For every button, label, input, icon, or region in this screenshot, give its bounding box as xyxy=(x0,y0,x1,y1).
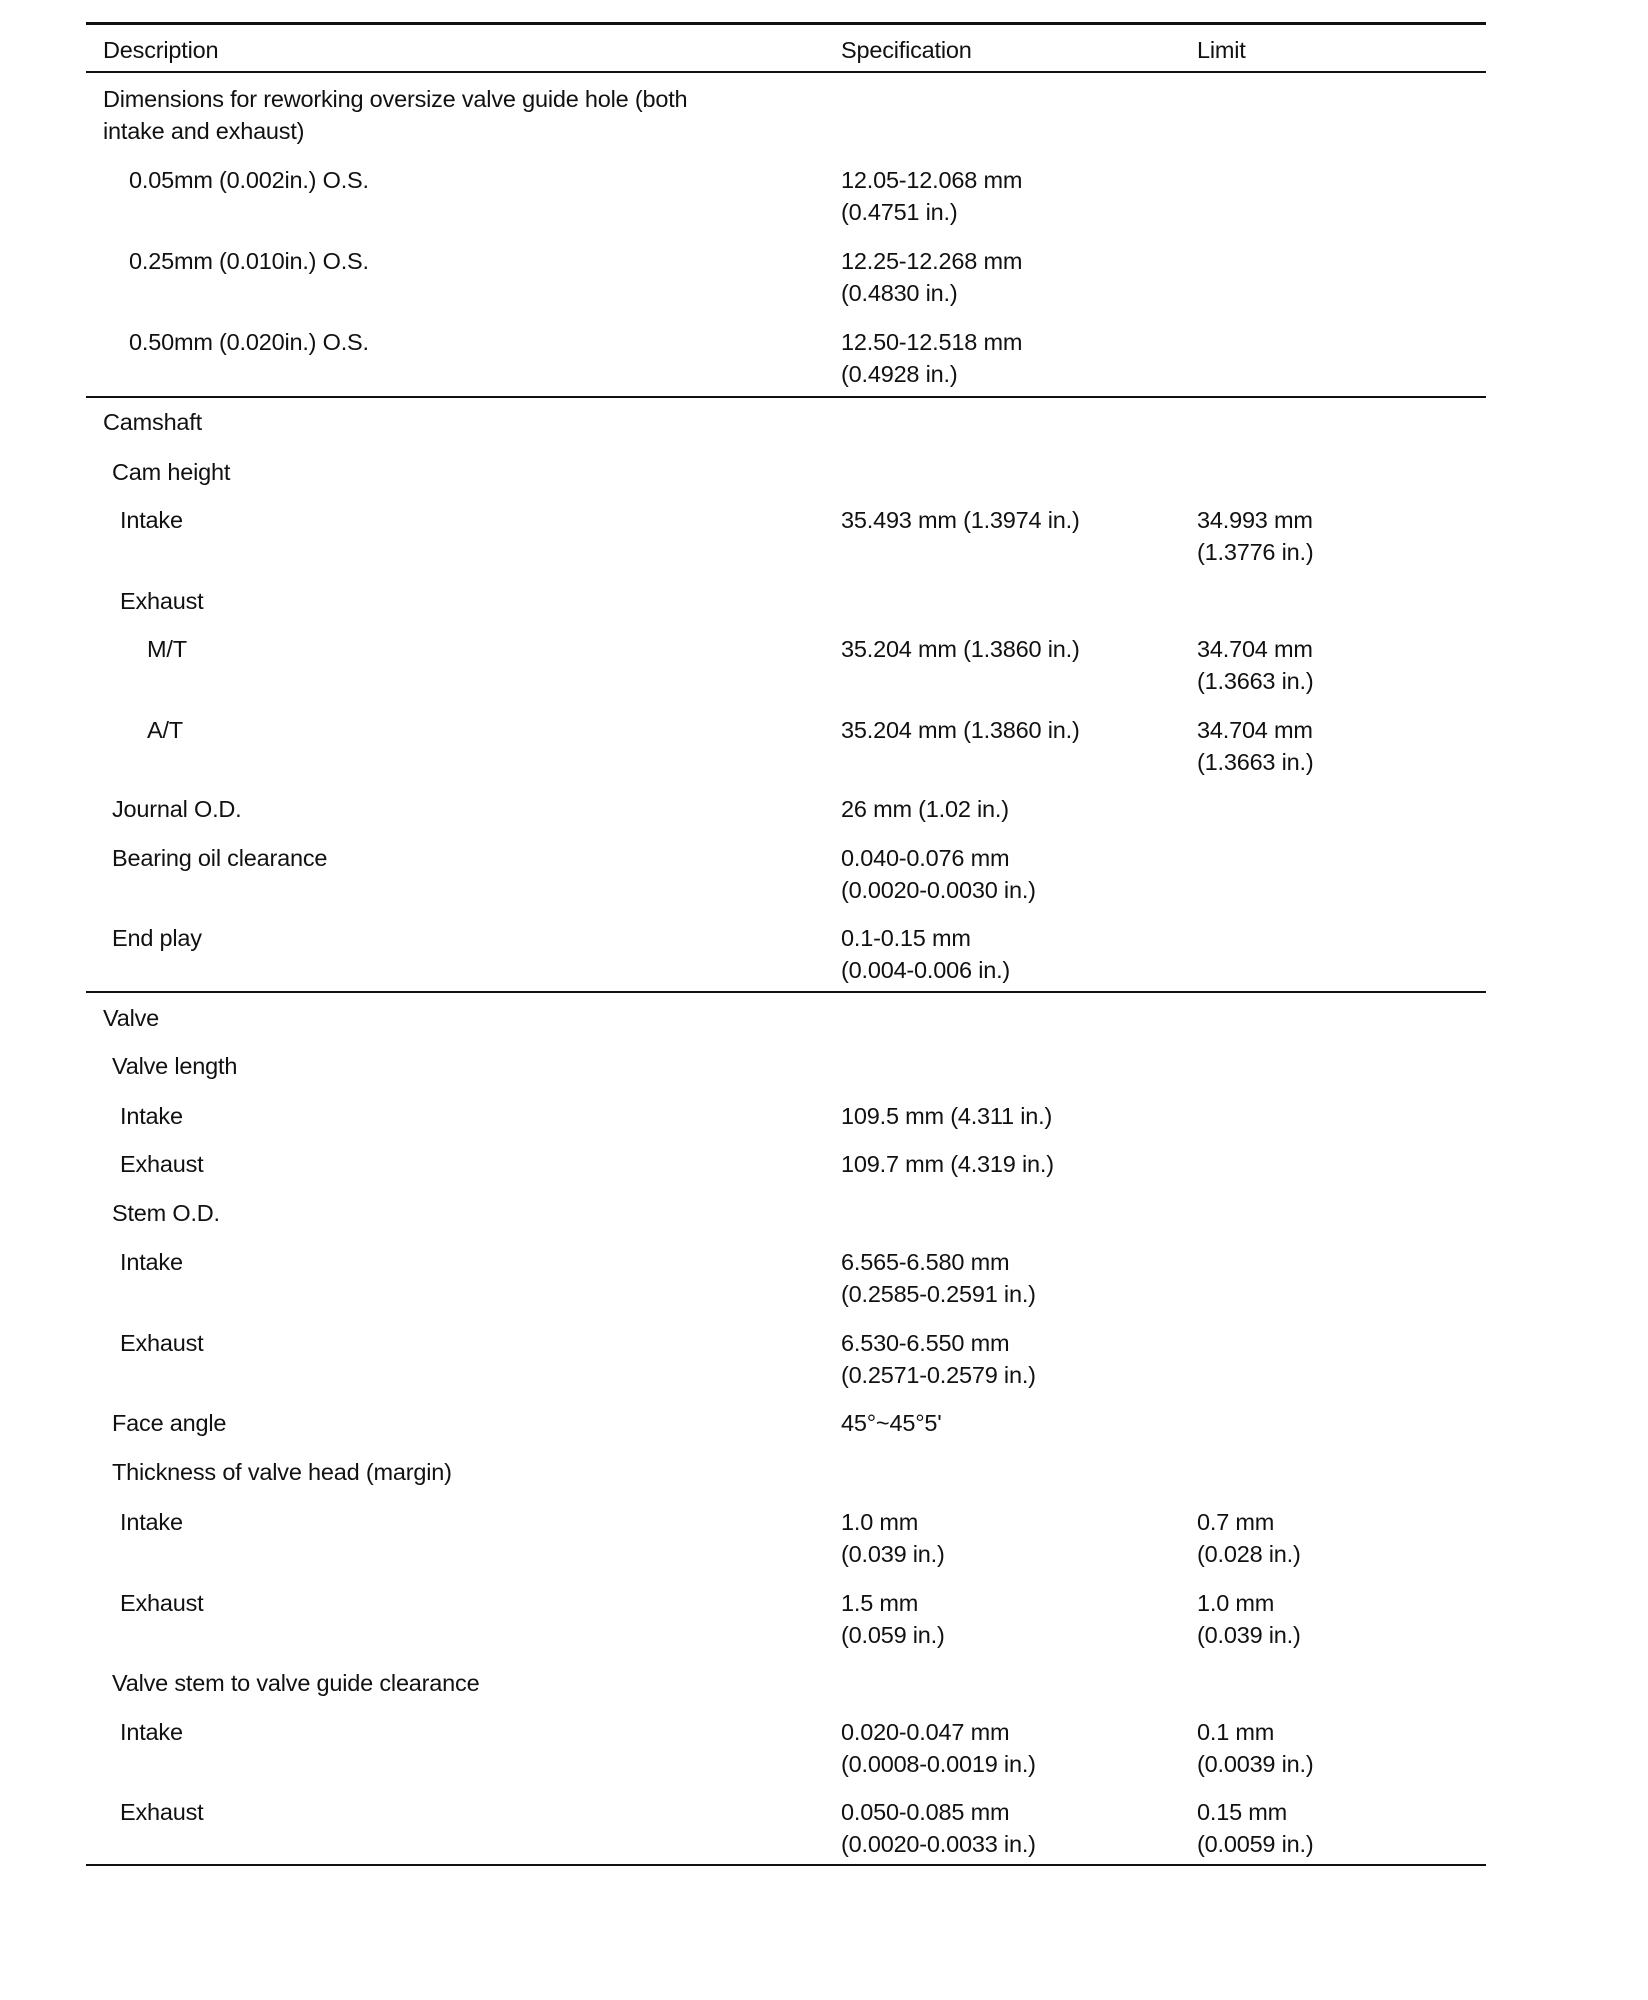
row-specification: 0.1-0.15 mm (0.004-0.006 in.) xyxy=(841,925,1011,983)
row-specification: 109.5 mm (4.311 in.) xyxy=(841,1103,1053,1129)
row-specification: 35.493 mm (1.3974 in.) xyxy=(841,507,1080,533)
table-top-rule xyxy=(86,22,1486,25)
row-description: End play xyxy=(112,925,202,951)
row-description: Valve length xyxy=(112,1053,238,1079)
row-specification: 6.530-6.550 mm (0.2571-0.2579 in.) xyxy=(841,1330,1036,1388)
header-rule xyxy=(86,71,1486,73)
row-limit: 1.0 mm (0.039 in.) xyxy=(1197,1590,1301,1648)
row-description: Exhaust xyxy=(120,1590,204,1616)
row-description: 0.05mm (0.002in.) O.S. xyxy=(129,167,369,193)
section-rule xyxy=(86,396,1486,398)
row-description: Intake xyxy=(120,1103,183,1129)
row-description: Face angle xyxy=(112,1410,227,1436)
row-description: Camshaft xyxy=(103,409,202,435)
row-limit: 0.7 mm (0.028 in.) xyxy=(1197,1509,1301,1567)
row-specification: 12.05-12.068 mm (0.4751 in.) xyxy=(841,167,1023,225)
table-bottom-rule xyxy=(86,1864,1486,1866)
row-description: Intake xyxy=(120,1719,183,1745)
row-description: Exhaust xyxy=(120,588,204,614)
row-specification: 35.204 mm (1.3860 in.) xyxy=(841,717,1080,743)
row-description: Cam height xyxy=(112,459,231,485)
row-specification: 26 mm (1.02 in.) xyxy=(841,796,1009,822)
row-description: 0.25mm (0.010in.) O.S. xyxy=(129,248,369,274)
row-specification: 0.020-0.047 mm (0.0008-0.0019 in.) xyxy=(841,1719,1036,1777)
row-description: Valve xyxy=(103,1005,160,1031)
row-specification: 1.0 mm (0.039 in.) xyxy=(841,1509,945,1567)
row-specification: 109.7 mm (4.319 in.) xyxy=(841,1151,1054,1177)
row-limit: 0.15 mm (0.0059 in.) xyxy=(1197,1799,1314,1857)
row-limit: 34.993 mm (1.3776 in.) xyxy=(1197,507,1314,565)
header-limit: Limit xyxy=(1197,37,1246,63)
row-description: M/T xyxy=(147,636,187,662)
row-specification: 1.5 mm (0.059 in.) xyxy=(841,1590,945,1648)
row-specification: 45°~45°5' xyxy=(841,1410,942,1436)
row-description: Dimensions for reworking oversize valve guide hole (both intake and exhaust) xyxy=(103,86,688,144)
row-description: Intake xyxy=(120,1509,183,1535)
row-description: 0.50mm (0.020in.) O.S. xyxy=(129,329,369,355)
row-description: Valve stem to valve guide clearance xyxy=(112,1670,480,1696)
row-specification: 12.50-12.518 mm (0.4928 in.) xyxy=(841,329,1023,387)
row-description: Exhaust xyxy=(120,1799,204,1825)
row-description: Exhaust xyxy=(120,1151,204,1177)
row-specification: 35.204 mm (1.3860 in.) xyxy=(841,636,1080,662)
section-rule xyxy=(86,991,1486,993)
row-description: Exhaust xyxy=(120,1330,204,1356)
row-limit: 34.704 mm (1.3663 in.) xyxy=(1197,717,1314,775)
row-limit: 0.1 mm (0.0039 in.) xyxy=(1197,1719,1314,1777)
row-description: Intake xyxy=(120,507,183,533)
row-specification: 12.25-12.268 mm (0.4830 in.) xyxy=(841,248,1023,306)
row-description: A/T xyxy=(147,717,183,743)
row-description: Intake xyxy=(120,1249,183,1275)
row-description: Bearing oil clearance xyxy=(112,845,328,871)
header-description: Description xyxy=(103,37,219,63)
row-specification: 0.040-0.076 mm (0.0020-0.0030 in.) xyxy=(841,845,1036,903)
row-specification: 0.050-0.085 mm (0.0020-0.0033 in.) xyxy=(841,1799,1036,1857)
row-description: Thickness of valve head (margin) xyxy=(112,1459,452,1485)
row-limit: 34.704 mm (1.3663 in.) xyxy=(1197,636,1314,694)
row-specification: 6.565-6.580 mm (0.2585-0.2591 in.) xyxy=(841,1249,1036,1307)
header-specification: Specification xyxy=(841,37,972,63)
row-description: Journal O.D. xyxy=(112,796,242,822)
row-description: Stem O.D. xyxy=(112,1200,220,1226)
